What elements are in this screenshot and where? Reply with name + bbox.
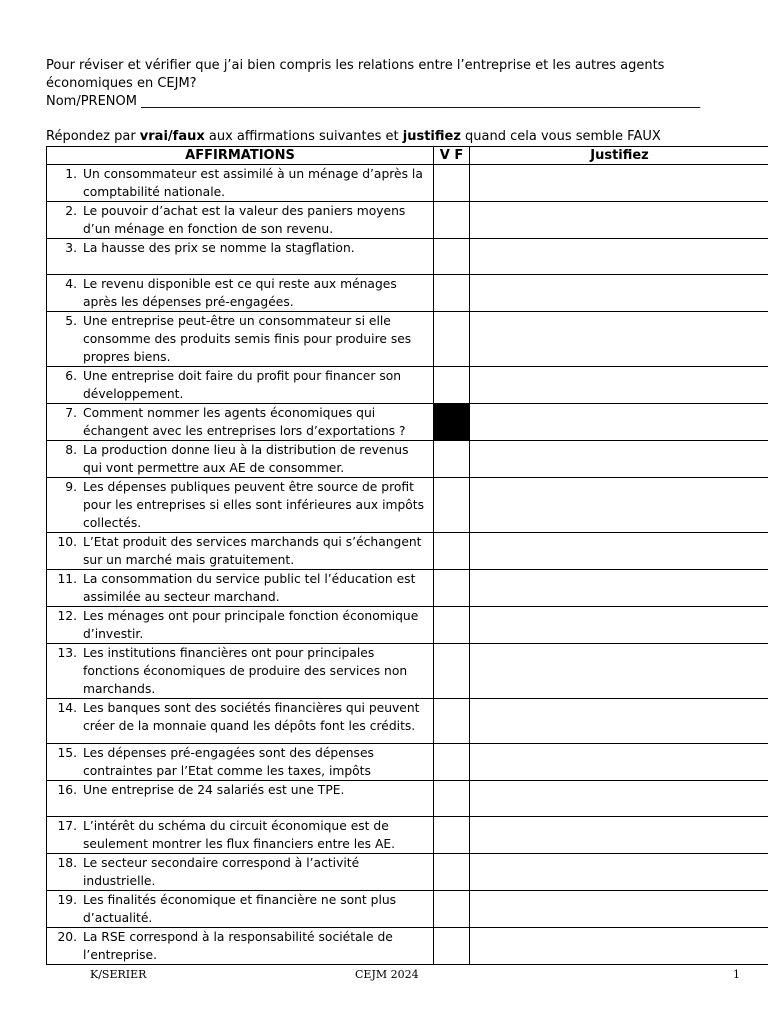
- affirmation-item: [47, 275, 433, 311]
- true-false-cell[interactable]: [434, 441, 470, 478]
- affirmation-text: La RSE correspond à la responsabilité sociétale de l’entreprise.: [83, 930, 393, 962]
- true-false-cell[interactable]: [434, 202, 470, 239]
- table-row: [47, 367, 768, 404]
- justification-cell[interactable]: [470, 404, 768, 441]
- justification-cell[interactable]: [470, 928, 768, 965]
- instructions-part-1: Répondez par: [46, 129, 140, 144]
- justification-cell[interactable]: [470, 699, 768, 744]
- affirmation-text: L’Etat produit des services marchands qui s’échangent sur un marché mais gratuitement.: [83, 535, 422, 567]
- true-false-cell[interactable]: [434, 891, 470, 928]
- affirmation-text: L’intérêt du schéma du circuit économique est de seulement montrer les flux financiers entre les AE.: [83, 819, 396, 851]
- true-false-cell[interactable]: [434, 570, 470, 607]
- affirmation-item: [47, 312, 433, 366]
- affirmation-cell: [47, 275, 434, 312]
- affirmation-cell: [47, 744, 434, 781]
- affirmation-cell: [47, 533, 434, 570]
- affirmation-item: [47, 607, 433, 643]
- affirmation-cell: [47, 202, 434, 239]
- affirmation-number: 20.: [57, 930, 77, 944]
- table-row: [47, 312, 768, 367]
- affirmation-text: Le revenu disponible est ce qui reste aux ménages après les dépenses pré-engagées.: [83, 277, 397, 309]
- table-row: [47, 781, 768, 817]
- table-row: [47, 699, 768, 744]
- affirmation-item: [47, 441, 433, 477]
- affirmation-text: Les dépenses publiques peuvent être source de profit pour les entreprises si elles sont inférieures aux impôts collectés.: [83, 480, 425, 530]
- justification-cell[interactable]: [470, 202, 768, 239]
- justification-cell[interactable]: [470, 891, 768, 928]
- affirmation-cell: [47, 891, 434, 928]
- justification-cell[interactable]: [470, 478, 768, 533]
- affirmation-item: [47, 404, 433, 440]
- affirmation-item: [47, 478, 433, 532]
- name-blank: ______________________________________________________________________________________: [141, 94, 701, 109]
- affirmation-number: 11.: [57, 572, 77, 586]
- affirmation-cell: [47, 312, 434, 367]
- true-false-cell[interactable]: [434, 239, 470, 275]
- table-row: [47, 478, 768, 533]
- table-row: [47, 441, 768, 478]
- affirmation-cell: [47, 367, 434, 404]
- instructions: [46, 128, 746, 146]
- header-true-false: V F: [434, 147, 470, 165]
- affirmation-item: [47, 533, 433, 569]
- affirmation-cell: [47, 239, 434, 275]
- true-false-cell-blacked-out: [434, 404, 470, 441]
- justification-cell[interactable]: [470, 533, 768, 570]
- affirmation-cell: [47, 607, 434, 644]
- table-row: [47, 239, 768, 275]
- justification-cell[interactable]: [470, 441, 768, 478]
- affirmation-cell: [47, 478, 434, 533]
- justification-cell[interactable]: [470, 607, 768, 644]
- affirmation-text: La production donne lieu à la distribution de revenus qui vont permettre aux AE de consommer.: [83, 443, 409, 475]
- true-false-cell[interactable]: [434, 644, 470, 699]
- affirmation-number: 18.: [57, 856, 77, 870]
- table-row: [47, 570, 768, 607]
- table-row: [47, 817, 768, 854]
- affirmation-number: 16.: [57, 783, 77, 797]
- affirmation-cell: [47, 644, 434, 699]
- true-false-cell[interactable]: [434, 781, 470, 817]
- table-header-row: [47, 147, 768, 165]
- table-row: [47, 275, 768, 312]
- justification-cell[interactable]: [470, 165, 768, 202]
- affirmation-text: Le pouvoir d’achat est la valeur des paniers moyens d’un ménage en fonction de son revenu.: [83, 204, 406, 236]
- true-false-cell[interactable]: [434, 478, 470, 533]
- affirmation-number: 8.: [65, 443, 77, 457]
- affirmation-cell: [47, 404, 434, 441]
- table-row: [47, 744, 768, 781]
- true-false-cell[interactable]: [434, 533, 470, 570]
- affirmation-item: [47, 744, 433, 780]
- affirmation-item: [47, 570, 433, 606]
- table-row: [47, 533, 768, 570]
- affirmation-text: Un consommateur est assimilé à un ménage d’après la comptabilité nationale.: [83, 167, 423, 199]
- affirmation-text: Une entreprise de 24 salariés est une TPE.: [83, 783, 345, 797]
- true-false-cell[interactable]: [434, 854, 470, 891]
- affirmation-item: [47, 644, 433, 698]
- affirmation-item: [47, 781, 433, 799]
- name-label: Nom/PRENOM: [46, 94, 137, 109]
- affirmation-text: Une entreprise peut-être un consommateur si elle consomme des produits semis finis pour produire ses propres biens.: [83, 314, 412, 364]
- affirmation-number: 9.: [65, 480, 77, 494]
- true-false-cell[interactable]: [434, 165, 470, 202]
- affirmation-cell: [47, 570, 434, 607]
- affirmation-item: [47, 367, 433, 403]
- instructions-bold-true-false: vrai/faux: [139, 129, 205, 144]
- affirmation-number: 2.: [65, 204, 77, 218]
- justification-cell[interactable]: [470, 570, 768, 607]
- justification-cell[interactable]: [470, 312, 768, 367]
- affirmation-number: 7.: [65, 406, 77, 420]
- justification-cell[interactable]: [470, 239, 768, 275]
- affirmation-number: 13.: [57, 646, 77, 660]
- intro-block: [46, 57, 736, 111]
- quiz-table: [46, 146, 768, 965]
- true-false-cell[interactable]: [434, 367, 470, 404]
- affirmation-text: Comment nommer les agents économiques qui échangent avec les entreprises lors d’exportations ?: [83, 406, 406, 438]
- affirmation-item: [47, 239, 433, 257]
- affirmation-text: Les dépenses pré-engagées sont des dépenses contraintes par l’Etat comme les taxes, impôts: [83, 746, 374, 778]
- affirmation-item: [47, 202, 433, 238]
- affirmation-number: 12.: [57, 609, 77, 623]
- affirmation-text: La hausse des prix se nomme la stagflation.: [83, 241, 355, 255]
- justification-cell[interactable]: [470, 817, 768, 854]
- table-row: [47, 165, 768, 202]
- affirmation-number: 3.: [65, 241, 77, 255]
- affirmation-number: 1.: [65, 167, 77, 181]
- affirmation-number: 10.: [57, 535, 77, 549]
- table-row: [47, 404, 768, 441]
- affirmation-cell: [47, 928, 434, 965]
- true-false-cell[interactable]: [434, 744, 470, 781]
- affirmation-item: [47, 165, 433, 201]
- quiz-table-body: [47, 165, 768, 965]
- affirmation-text: Les ménages ont pour principale fonction économique d’investir.: [83, 609, 419, 641]
- justification-cell[interactable]: [470, 275, 768, 312]
- table-row: [47, 891, 768, 928]
- footer-page-number: 1: [733, 968, 740, 981]
- affirmation-cell: [47, 165, 434, 202]
- affirmation-number: 17.: [57, 819, 77, 833]
- affirmation-cell: [47, 781, 434, 817]
- justification-cell[interactable]: [470, 744, 768, 781]
- true-false-cell[interactable]: [434, 928, 470, 965]
- affirmation-text: Le secteur secondaire correspond à l’activité industrielle.: [83, 856, 360, 888]
- affirmation-item: [47, 854, 433, 890]
- table-row: [47, 607, 768, 644]
- justification-cell[interactable]: [470, 854, 768, 891]
- affirmation-cell: [47, 441, 434, 478]
- affirmation-item: [47, 699, 433, 735]
- affirmation-text: Une entreprise doit faire du profit pour financer son développement.: [83, 369, 402, 401]
- table-row: [47, 644, 768, 699]
- true-false-cell[interactable]: [434, 699, 470, 744]
- justification-cell[interactable]: [470, 367, 768, 404]
- affirmation-number: 6.: [65, 369, 77, 383]
- affirmation-text: Les banques sont des sociétés financières qui peuvent créer de la monnaie quand les dépôts font les crédits.: [83, 701, 420, 733]
- table-row: [47, 928, 768, 965]
- instructions-part-3: quand cela vous semble FAUX: [460, 129, 661, 144]
- affirmation-number: 19.: [57, 893, 77, 907]
- intro-text: Pour réviser et vérifier que j’ai bien compris les relations entre l’entreprise et les autres agents économiques en CEJM?: [46, 58, 665, 91]
- true-false-cell[interactable]: [434, 275, 470, 312]
- affirmation-cell: [47, 817, 434, 854]
- justification-cell[interactable]: [470, 644, 768, 699]
- true-false-cell[interactable]: [434, 607, 470, 644]
- footer-title: CEJM 2024: [355, 968, 419, 981]
- justification-cell[interactable]: [470, 781, 768, 817]
- true-false-cell[interactable]: [434, 312, 470, 367]
- affirmation-number: 15.: [57, 746, 77, 760]
- header-justify: Justifiez: [470, 147, 768, 165]
- name-line: [46, 93, 736, 111]
- affirmation-item: [47, 817, 433, 853]
- instructions-bold-justify: justifiez: [402, 129, 461, 144]
- affirmation-number: 5.: [65, 314, 77, 328]
- footer-author: K/SERIER: [90, 968, 147, 981]
- affirmation-number: 4.: [65, 277, 77, 291]
- affirmation-item: [47, 891, 433, 927]
- affirmation-cell: [47, 854, 434, 891]
- instructions-part-2: aux affirmations suivantes et: [204, 129, 403, 144]
- affirmation-cell: [47, 699, 434, 744]
- table-row: [47, 854, 768, 891]
- header-affirmations: AFFIRMATIONS: [47, 147, 434, 165]
- affirmation-text: La consommation du service public tel l’éducation est assimilée au secteur marchand.: [83, 572, 416, 604]
- affirmation-number: 14.: [57, 701, 77, 715]
- true-false-cell[interactable]: [434, 817, 470, 854]
- affirmation-text: Les finalités économique et financière ne sont plus d’actualité.: [83, 893, 397, 925]
- affirmation-text: Les institutions financières ont pour principales fonctions économiques de produire des services non marchands.: [83, 646, 408, 696]
- table-row: [47, 202, 768, 239]
- affirmation-item: [47, 928, 433, 964]
